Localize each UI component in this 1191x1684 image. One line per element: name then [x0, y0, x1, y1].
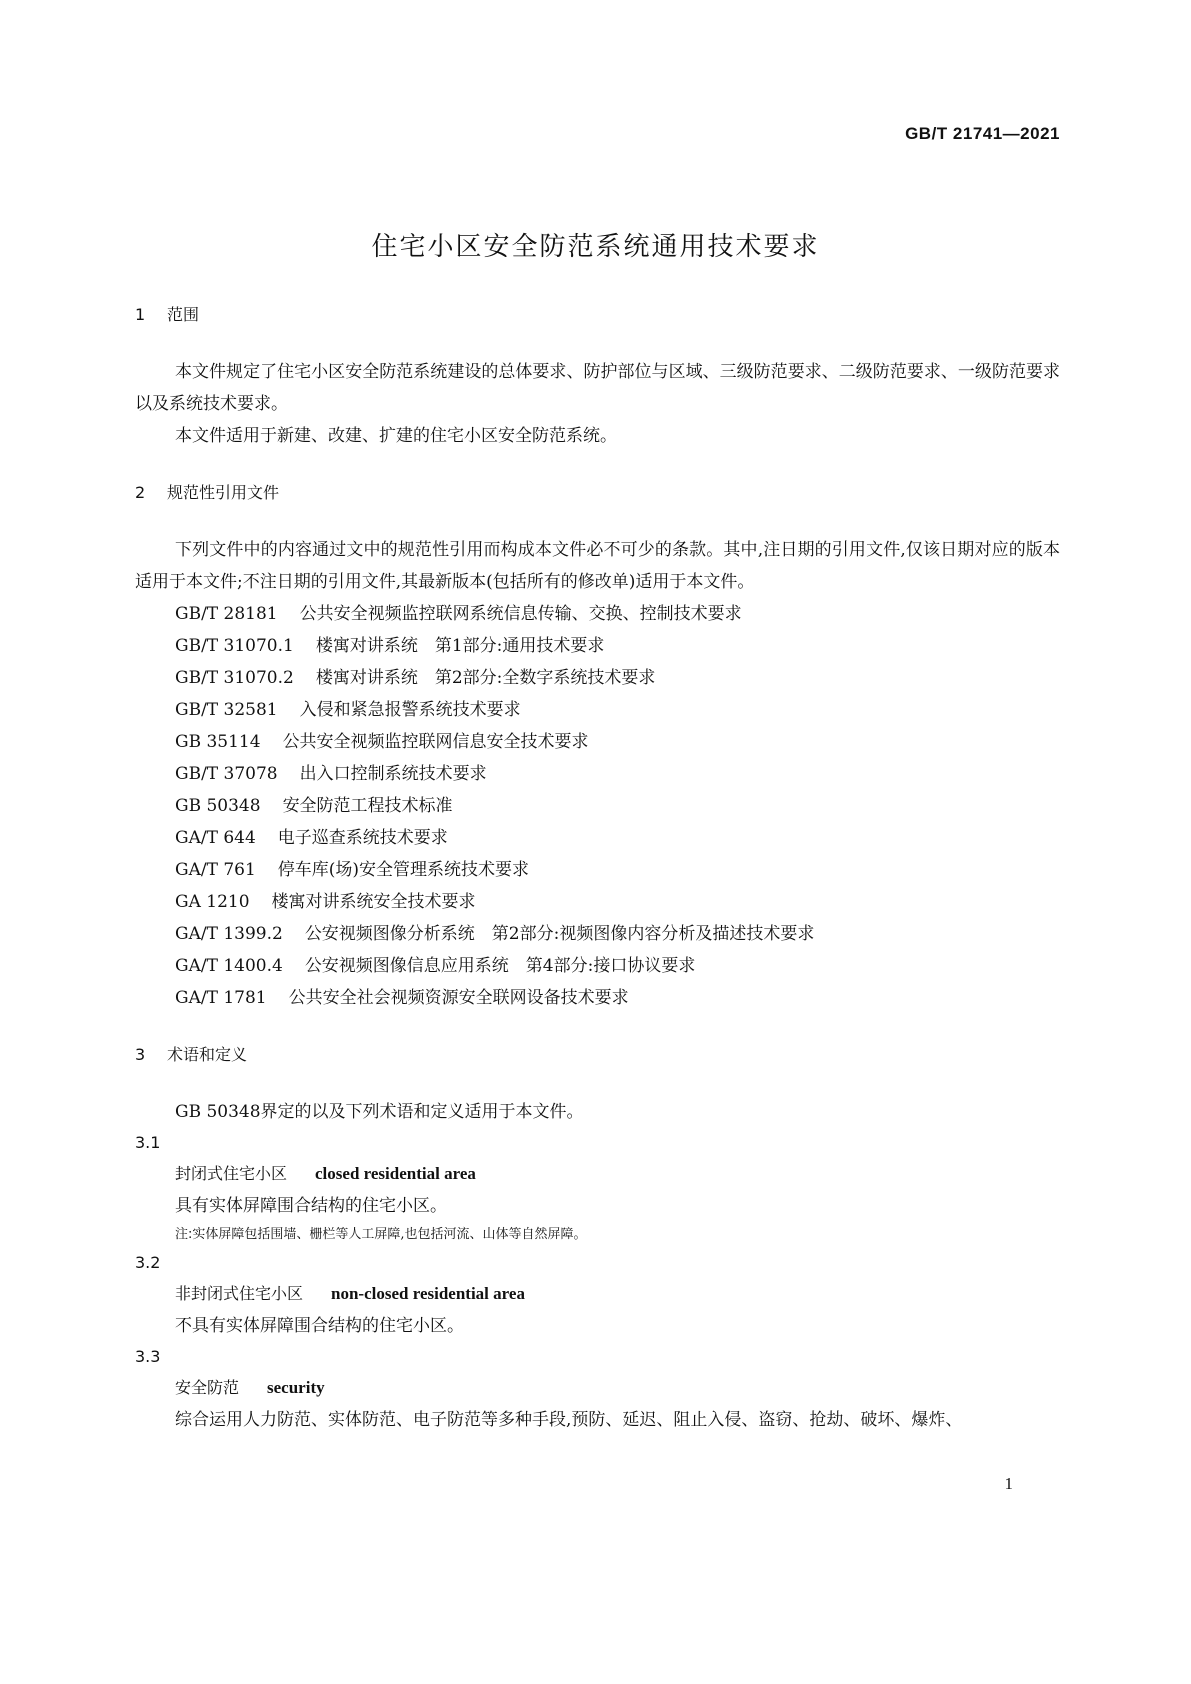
- reference-title: 公共安全社会视频资源安全联网设备技术要求: [288, 988, 629, 1008]
- reference-item: [135, 790, 1060, 822]
- reference-item: [135, 630, 1060, 662]
- term-entry: [135, 1158, 1060, 1190]
- paragraph: GB 50348界定的以及下列术语和定义适用于本文件。: [175, 1102, 584, 1122]
- reference-code: GA/T 761: [175, 860, 256, 880]
- reference-list: [135, 598, 1060, 1014]
- reference-title: 入侵和紧急报警系统技术要求: [299, 700, 521, 720]
- reference-code: GB 35114: [175, 732, 261, 752]
- reference-item: [135, 694, 1060, 726]
- reference-item: [135, 822, 1060, 854]
- reference-code: GB/T 32581: [175, 700, 278, 720]
- reference-code: GA 1210: [175, 892, 250, 912]
- standard-code: GB/T 21741—2021: [905, 124, 1060, 143]
- reference-title: 公安视频图像信息应用系统 第4部分:接口协议要求: [304, 956, 696, 976]
- section-number: 3: [135, 1045, 146, 1064]
- term-entry: [135, 1278, 1060, 1310]
- reference-code: GA/T 1781: [175, 988, 267, 1008]
- reference-item: [135, 950, 1060, 982]
- reference-title: 公安视频图像分析系统 第2部分:视频图像内容分析及描述技术要求: [304, 924, 815, 944]
- term-definition: 综合运用人力防范、实体防范、电子防范等多种手段,预防、延迟、阻止入侵、盗窃、抢劫、破坏、爆炸、: [175, 1410, 963, 1430]
- section-number: 1: [135, 305, 146, 324]
- term-note: [135, 1222, 1060, 1248]
- reference-title: 安全防范工程技术标准: [282, 796, 453, 816]
- section-title: 范围: [167, 305, 200, 324]
- section-3-heading: [135, 1040, 1060, 1070]
- reference-code: GA/T 1399.2: [175, 924, 283, 944]
- reference-title: 楼寓对讲系统安全技术要求: [271, 892, 476, 912]
- reference-item: [135, 726, 1060, 758]
- reference-code: GB/T 28181: [175, 604, 278, 624]
- section-number: 2: [135, 483, 146, 502]
- paragraph: 本文件规定了住宅小区安全防范系统建设的总体要求、防护部位与区域、三级防范要求、二级防范要求、一级防范要求以及系统技术要求。: [135, 362, 1060, 414]
- reference-code: GB 50348: [175, 796, 261, 816]
- term-entry: [135, 1372, 1060, 1404]
- page-number: 1: [1004, 1474, 1013, 1493]
- reference-title: 公共安全视频监控联网信息安全技术要求: [282, 732, 589, 752]
- paragraph: 下列文件中的内容通过文中的规范性引用而构成本文件必不可少的条款。其中,注日期的引用文件,仅该日期对应的版本适用于本文件;不注日期的引用文件,其最新版本(包括所有的修改单)适用于本文件。: [135, 540, 1060, 592]
- reference-code: GB/T 31070.1: [175, 636, 294, 656]
- reference-item: [135, 886, 1060, 918]
- reference-title: 停车库(场)安全管理系统技术要求: [277, 860, 530, 880]
- term-number: 3.3: [135, 1347, 161, 1366]
- reference-title: 楼寓对讲系统 第2部分:全数字系统技术要求: [315, 668, 656, 688]
- note-text: 实体屏障包括围墙、栅栏等人工屏障,也包括河流、山体等自然屏障。: [192, 1227, 587, 1242]
- reference-code: GA/T 1400.4: [175, 956, 283, 976]
- reference-item: [135, 918, 1060, 950]
- term-english: closed residential area: [315, 1164, 476, 1183]
- term-number: 3.1: [135, 1133, 161, 1152]
- paragraph: 本文件适用于新建、改建、扩建的住宅小区安全防范系统。: [175, 426, 617, 446]
- term-chinese: 封闭式住宅小区: [175, 1164, 288, 1183]
- reference-code: GA/T 644: [175, 828, 256, 848]
- term-english: non-closed residential area: [331, 1284, 525, 1303]
- section-2-heading: [135, 478, 1060, 508]
- reference-title: 公共安全视频监控联网系统信息传输、交换、控制技术要求: [299, 604, 742, 624]
- reference-title: 楼寓对讲系统 第1部分:通用技术要求: [315, 636, 605, 656]
- section-title: 术语和定义: [167, 1045, 248, 1064]
- reference-code: GB/T 31070.2: [175, 668, 294, 688]
- term-definition: 具有实体屏障围合结构的住宅小区。: [175, 1196, 447, 1216]
- reference-item: [135, 854, 1060, 886]
- document-body: [135, 300, 1060, 1436]
- section-title: 规范性引用文件: [167, 483, 280, 502]
- document-title: 住宅小区安全防范系统通用技术要求: [371, 232, 820, 262]
- reference-item: [135, 758, 1060, 790]
- reference-code: GB/T 37078: [175, 764, 278, 784]
- reference-title: 电子巡查系统技术要求: [277, 828, 448, 848]
- term-english: security: [267, 1378, 325, 1397]
- note-label: 注:: [175, 1227, 193, 1242]
- reference-title: 出入口控制系统技术要求: [299, 764, 487, 784]
- reference-item: [135, 982, 1060, 1014]
- term-definition: 不具有实体屏障围合结构的住宅小区。: [175, 1316, 464, 1336]
- reference-item: [135, 598, 1060, 630]
- section-1-heading: [135, 300, 1060, 330]
- term-chinese: 非封闭式住宅小区: [175, 1284, 304, 1303]
- term-chinese: 安全防范: [175, 1378, 240, 1397]
- reference-item: [135, 662, 1060, 694]
- term-number: 3.2: [135, 1253, 161, 1272]
